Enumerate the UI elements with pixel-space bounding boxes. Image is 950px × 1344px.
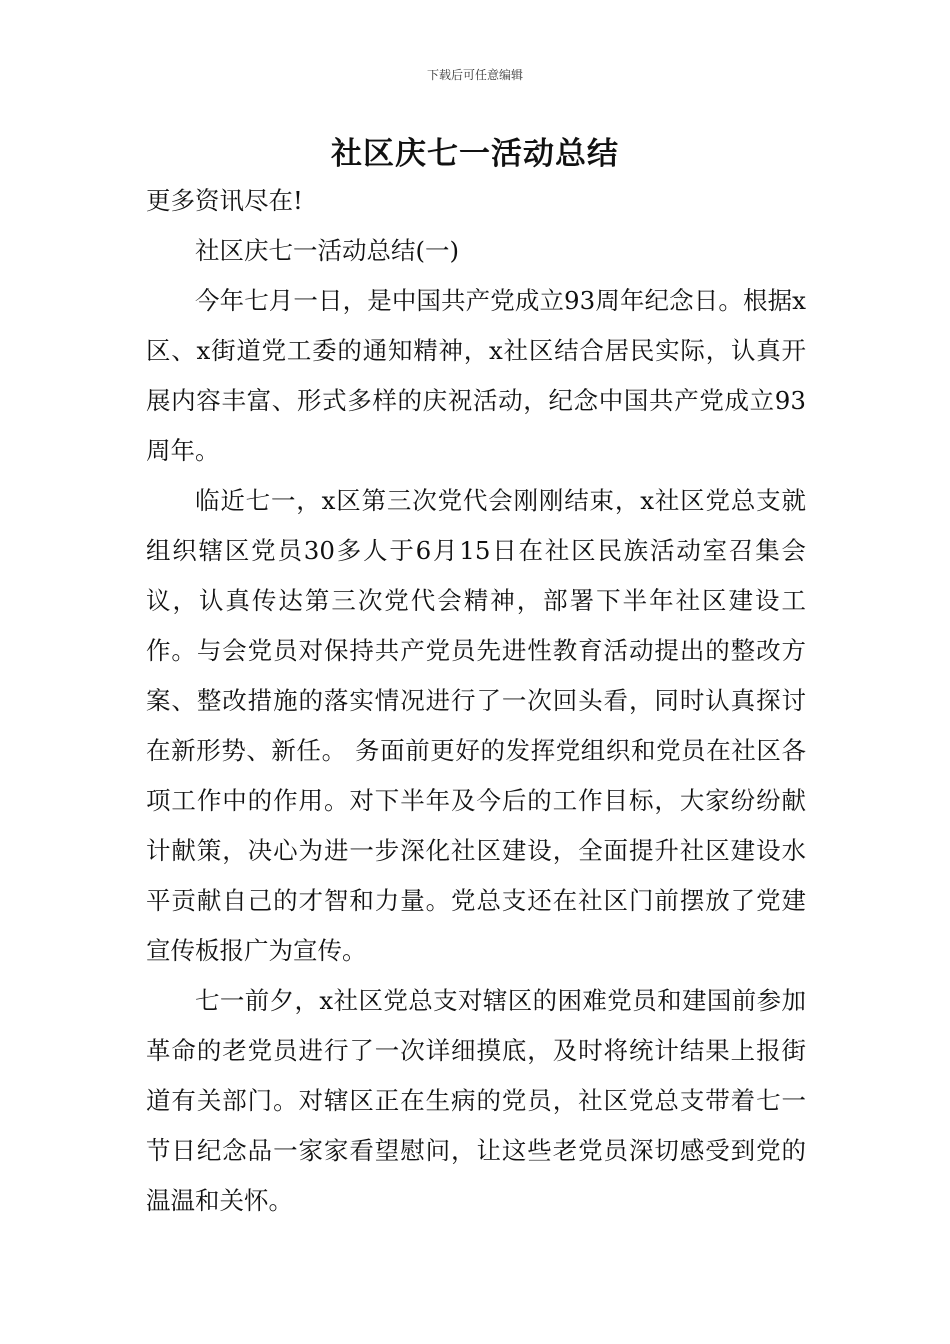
page-header-note: 下载后可任意编辑 [426,68,523,82]
document-body [146,176,806,1226]
document-title: 社区庆七一活动总结 [331,136,619,172]
paragraph: 七一前夕，x社区党总支对辖区的困难党员和建国前参加革命的老党员进行了一次详细摸底，及时将统计结果上报街道有关部门。对辖区正在生病的党员，社区党总支带着七一节日纪念品一家家看望慰问，让这些老党员深切感受到党的温温和关怀。 [146,986,806,1215]
intro-line: 更多资讯尽在! [146,186,303,215]
paragraph: 今年七月一日，是中国共产党成立93周年纪念日。根据x区、x街道党工委的通知精神，x社区结合居民实际，认真开展内容丰富、形式多样的庆祝活动，纪念中国共产党成立93周年。 [146,286,806,465]
section-heading: 社区庆七一活动总结(一) [195,236,460,265]
paragraph: 临近七一，x区第三次党代会刚刚结束，x社区党总支就组织辖区党员30多人于6月15日在社区民族活动室召集会议，认真传达第三次党代会精神，部署下半年社区建设工作。与会党员对保持共产党员先进性教育活动提出的整改方案、整改措施的落实情况进行了一次回头看，同时认真探讨在新形势、新任。 务面前更好的发挥党组织和党员在社区各项工作中的作用。对下半年及今后的工作目标，大家纷纷献计献策，决心为进一步深化社区建设，全面提升社区建设水平贡献自己的才智和力量。党总支还在社区门前摆放了党建宣传板报广为宣传。 [146,486,806,965]
